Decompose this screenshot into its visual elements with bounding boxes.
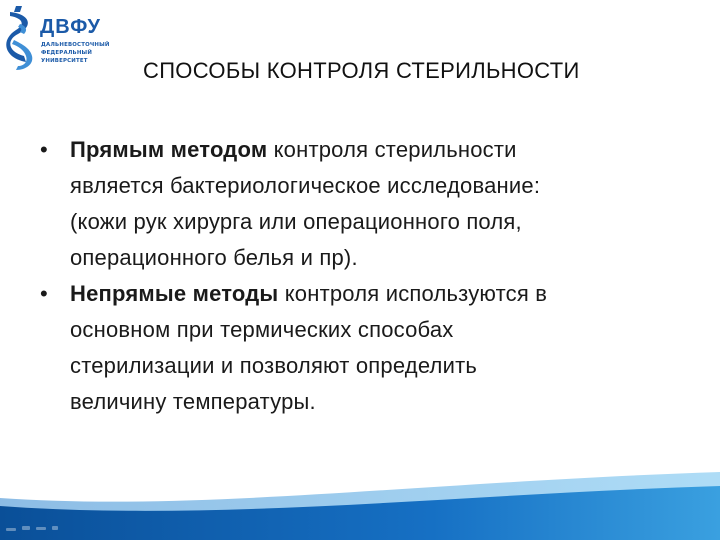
bullet-marker: •	[40, 281, 48, 306]
bullet-line: стерилизации и позволяют определить	[70, 353, 478, 378]
logo-subtitle-line: ДАЛЬНЕВОСТОЧНЫЙ	[41, 42, 110, 48]
logo-subtitle	[41, 41, 111, 65]
bullet-first-line	[70, 132, 680, 168]
logo-name: ДВФУ	[40, 16, 101, 38]
logo-emblem-icon	[4, 4, 38, 74]
bullet-lead-bold: Прямым методом	[70, 137, 268, 162]
bullet-line: (кожи рук хирурга или операционного поля,	[70, 209, 522, 234]
bullet-marker: •	[40, 137, 48, 162]
university-logo	[4, 4, 108, 74]
bullet-line: основном при термических способах	[70, 317, 454, 342]
footer-wave-band	[0, 472, 720, 540]
logo-subtitle-line: УНИВЕРСИТЕТ	[41, 58, 88, 64]
bullet-lead-rest: контроля используются в	[278, 281, 548, 306]
bullet-line: величину температуры.	[70, 389, 316, 414]
bullet-line: операционного белья и пр).	[70, 245, 358, 270]
bullet-line: является бактериологическое исследование:	[70, 173, 541, 198]
bullet-list	[40, 132, 680, 420]
bullet-item	[40, 276, 680, 420]
bullet-lead-bold: Непрямые методы	[70, 281, 279, 306]
logo-subtitle-line: ФЕДЕРАЛЬНЫЙ	[41, 50, 93, 56]
bullet-lead-rest: контроля стерильности	[267, 137, 517, 162]
bullet-first-line	[70, 276, 680, 312]
slide-title: СПОСОБЫ КОНТРОЛЯ СТЕРИЛЬНОСТИ	[143, 58, 580, 83]
bullet-item	[40, 132, 680, 276]
